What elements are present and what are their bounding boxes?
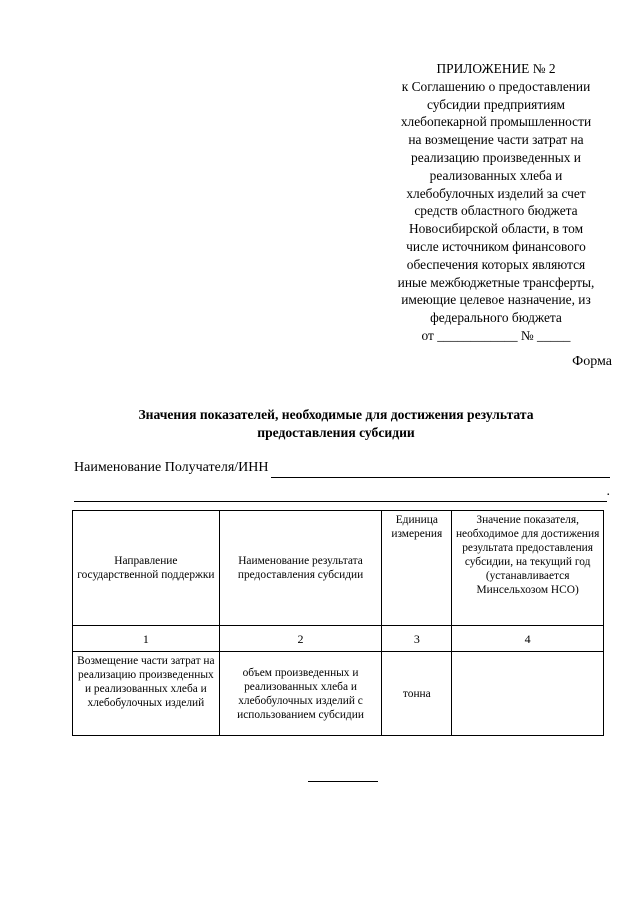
column-number: 4 [452,626,604,652]
indicators-table [72,510,604,736]
annex-line: федерального бюджета [430,310,562,326]
annex-line: числе источником финансового [406,238,586,254]
recipient-fill-line[interactable] [271,463,610,478]
annex-line: средств областного бюджета [414,203,578,219]
header-unit: Единица измерения [382,511,452,626]
annex-line: хлебобулочных изделий за счет [406,185,586,201]
end-divider [308,781,378,782]
form-label: Форма [572,354,612,369]
recipient-fill-line-2[interactable] [74,487,607,502]
table-header-row [73,511,604,626]
annex-line: Новосибирской области, в том [408,221,584,237]
header-indicator-value: Значение показателя, необходимое для достижения результата предоставления субсидии, на текущий год (устанавливается Минсельхозом НСО) [452,511,604,626]
annex-line: обеспечения которых являются [406,256,586,272]
title-line-1: Значения показателей, необходимые для достижения результата [138,407,534,422]
cell-indicator-value[interactable] [452,652,604,736]
recipient-block [74,458,610,502]
recipient-label: Наименование Получателя/ИНН [74,460,269,475]
annex-line: реализованных хлеба и [429,167,563,183]
cell-unit: тонна [382,652,452,736]
title-line-2: предоставления субсидии [257,425,415,440]
recipient-end-punct: . [606,484,610,499]
cell-result-name: объем произведенных и реализованных хлеба и хлебобулочных изделий с использованием субсидии [219,652,382,736]
document-title [80,406,592,442]
table-row [73,652,604,736]
annex-line: субсидии предприятиям [427,96,565,112]
annex-line: на возмещение части затрат на [408,132,584,148]
column-number: 2 [219,626,382,652]
annex-line: ПРИЛОЖЕНИЕ № 2 [436,61,556,76]
header-support-direction: Направление государственной поддержки [73,511,220,626]
column-number: 3 [382,626,452,652]
column-number: 1 [73,626,220,652]
cell-support-direction: Возмещение части затрат на реализацию произведенных и реализованных хлеба и хлебобулочных изделий [73,652,220,736]
header-result-name: Наименование результата предоставления субсидии [219,511,382,626]
annex-line: хлебопекарной промышленности [400,114,592,130]
annex-line: к Соглашению о предоставлении [401,78,591,94]
annex-line: имеющие целевое назначение, из [401,292,591,308]
annex-header [378,60,614,345]
annex-line: иные межбюджетные трансферты, [397,274,595,290]
annex-line: реализацию произведенных и [411,149,581,165]
table-number-row [73,626,604,652]
annex-date-line: от ____________ № _____ [421,327,571,343]
